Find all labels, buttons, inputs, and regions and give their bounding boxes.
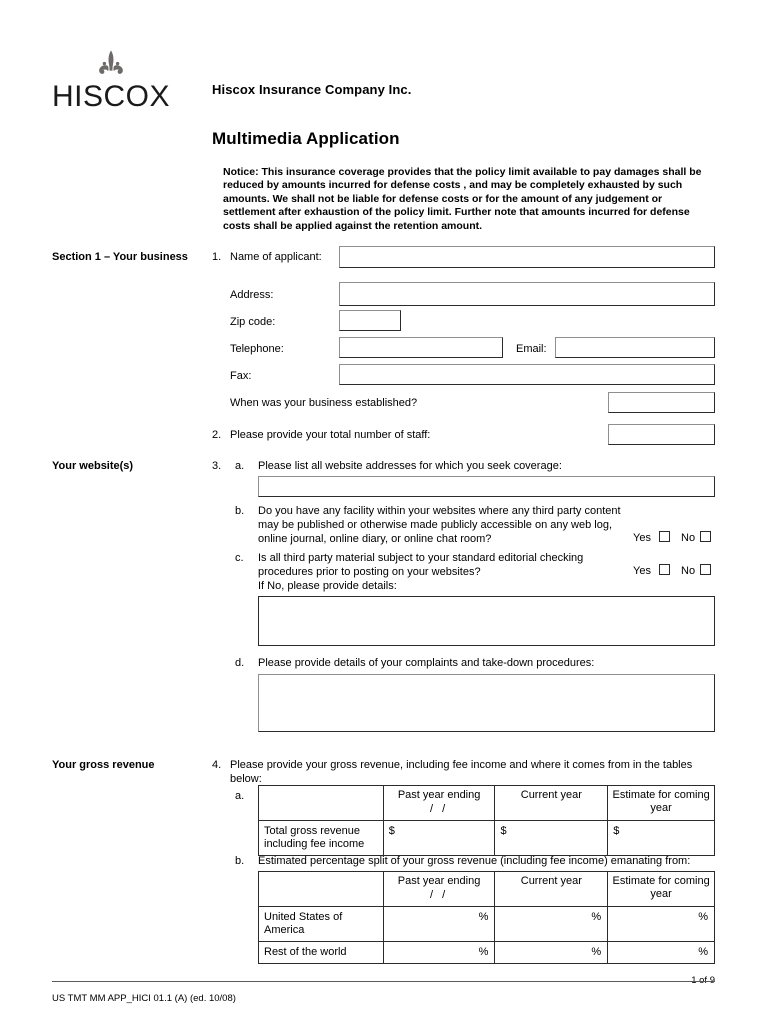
question-4-number: 4. xyxy=(212,759,222,771)
business-established-label: When was your business established? xyxy=(230,397,418,409)
row-label-rest-of-world: Rest of the world xyxy=(259,942,384,964)
col-header-past-year xyxy=(383,872,495,907)
name-of-applicant-label: Name of applicant: xyxy=(230,251,322,263)
cell-current-year-amount[interactable]: $ xyxy=(495,821,608,856)
footer-divider xyxy=(52,981,715,982)
question-3b-text: Do you have any facility within your websites where any third party content may be published or otherwise made publicly accessible on any web log, online journal, online diary, or online chat room? xyxy=(258,505,621,546)
cell-row-past-year-pct[interactable]: % xyxy=(383,942,495,964)
col-header-past-year-date: / / xyxy=(430,803,449,815)
row-label-total-gross-revenue: Total gross revenue including fee income xyxy=(259,821,384,856)
section-label-revenue: Your gross revenue xyxy=(52,759,155,771)
question-3d-text: Please provide details of your complaints and take-down procedures: xyxy=(258,657,595,669)
col-header-estimate: Estimate for coming year xyxy=(608,786,715,821)
question-2-number: 2. xyxy=(212,429,222,441)
question-3b-no-label: No xyxy=(681,532,696,544)
table-header-row xyxy=(259,872,715,907)
cell-usa-current-year-pct[interactable]: % xyxy=(495,907,608,942)
col-header-current-year: Current year xyxy=(495,786,608,821)
question-3a-marker: a. xyxy=(235,460,245,472)
email-input[interactable] xyxy=(555,337,715,358)
cell-row-estimate-pct[interactable]: % xyxy=(608,942,715,964)
gross-revenue-table xyxy=(258,785,715,856)
question-4-text: Please provide your gross revenue, including fee income and where it comes from in the tables below: xyxy=(230,759,693,786)
col-header-past-year-date: / / xyxy=(430,889,449,901)
question-3c-followup-text: If No, please provide details: xyxy=(258,580,397,592)
question-4b-text: Estimated percentage split of your gross revenue (including fee income) emanating from: xyxy=(258,855,691,867)
cell-estimate-amount[interactable]: $ xyxy=(608,821,715,856)
cell-row-current-year-pct[interactable]: % xyxy=(495,942,608,964)
table-row xyxy=(259,907,715,942)
company-name: Hiscox Insurance Company Inc. xyxy=(212,82,412,97)
question-3c-text: Is all third party material subject to your standard editorial checking procedures prior to posting on your websites? xyxy=(258,552,584,579)
fleur-de-lis-icon xyxy=(98,50,124,80)
question-3c-yes-checkbox[interactable] xyxy=(659,564,670,575)
question-3b-marker: b. xyxy=(235,505,245,517)
coverage-notice: Notice: This insurance coverage provides that the policy limit available to pay damages shall be reduced by amounts incurred for defense costs , and may be completely exhausted by such amounts. We shall not be liable for defense costs or for the amount of any judgement or settlement after exhaustion of the policy limit. Further note that amounts incurred for defense costs shall be applied against the retention amount. xyxy=(223,166,702,232)
total-staff-label: Please provide your total number of staff: xyxy=(230,429,431,441)
telephone-label: Telephone: xyxy=(230,343,284,355)
section-label-websites: Your website(s) xyxy=(52,460,134,472)
cell-past-year-amount[interactable]: $ xyxy=(383,821,495,856)
question-4a-marker: a. xyxy=(235,790,245,802)
revenue-split-table xyxy=(258,871,715,964)
col-header-current-year: Current year xyxy=(495,872,608,907)
fax-label: Fax: xyxy=(230,370,252,382)
address-input[interactable] xyxy=(339,282,715,306)
question-3d-details-textarea[interactable] xyxy=(258,674,715,732)
question-3d-marker: d. xyxy=(235,657,245,669)
business-established-input[interactable] xyxy=(608,392,715,413)
hiscox-logo xyxy=(52,50,202,112)
col-header-blank xyxy=(259,786,384,821)
section-label-business: Section 1 – Your business xyxy=(52,251,188,263)
email-label: Email: xyxy=(516,343,547,355)
question-3c-details-textarea[interactable] xyxy=(258,596,715,646)
form-code: US TMT MM APP_HICI 01.1 (A) (ed. 10/08) xyxy=(52,993,236,1004)
table-header-row xyxy=(259,786,715,821)
website-addresses-input[interactable] xyxy=(258,476,715,497)
table-row xyxy=(259,821,715,856)
row-label-united-states: United States of America xyxy=(259,907,384,942)
cell-usa-estimate-pct[interactable]: % xyxy=(608,907,715,942)
question-3b-yes-label: Yes xyxy=(633,532,651,544)
zip-code-input[interactable] xyxy=(339,310,401,331)
page-title: Multimedia Application xyxy=(212,129,400,148)
logo-wordmark: HISCOX xyxy=(52,80,171,113)
question-4b-marker: b. xyxy=(235,855,245,867)
col-header-past-year xyxy=(383,786,495,821)
question-3-number: 3. xyxy=(212,460,222,472)
col-header-past-year-label: Past year ending xyxy=(397,875,481,887)
question-3c-no-checkbox[interactable] xyxy=(700,564,711,575)
question-3c-no-label: No xyxy=(681,565,696,577)
name-of-applicant-input[interactable] xyxy=(339,246,715,268)
cell-usa-past-year-pct[interactable]: % xyxy=(383,907,495,942)
question-3c-marker: c. xyxy=(235,552,244,564)
col-header-blank xyxy=(259,872,384,907)
col-header-estimate: Estimate for coming year xyxy=(608,872,715,907)
question-1-number: 1. xyxy=(212,251,222,263)
fax-input[interactable] xyxy=(339,364,715,385)
question-3c-yes-label: Yes xyxy=(633,565,651,577)
total-staff-input[interactable] xyxy=(608,424,715,445)
table-row xyxy=(259,942,715,964)
question-3a-text: Please list all website addresses for which you seek coverage: xyxy=(258,460,562,472)
address-label: Address: xyxy=(230,289,274,301)
zip-code-label: Zip code: xyxy=(230,316,276,328)
question-3b-no-checkbox[interactable] xyxy=(700,531,711,542)
col-header-past-year-label: Past year ending xyxy=(397,789,481,801)
question-3b-yes-checkbox[interactable] xyxy=(659,531,670,542)
telephone-input[interactable] xyxy=(339,337,503,358)
